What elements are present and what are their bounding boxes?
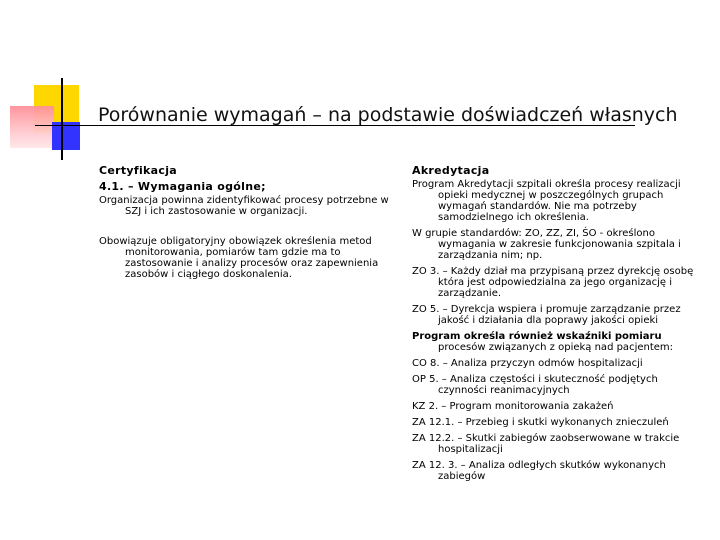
indicator-item: OP 5. – Analiza częstości i skuteczność podjętych czynności reanimacyjnych <box>412 374 658 396</box>
indicator-item: ZA 12.2. – Skutki zabiegów zaobserwowane w trakcie hospitalizacji <box>412 433 680 455</box>
indicators-text: procesów związanych z opieką nad pacjentem: <box>438 342 674 353</box>
accreditation-heading: Akredytacja <box>412 164 490 177</box>
certification-heading: Certyfikacja <box>99 164 177 177</box>
accreditation-paragraph: ZO 3. – Każdy dział ma przypisaną przez dyrekcję osobę która jest odpowiedzialna za jego organizację i zarządzanie. <box>412 266 694 299</box>
certification-paragraph: Obowiązuje obligatoryjny obowiązek określenia metod monitorowania, pomiarów tam gdzie ma to zastosowanie i analizy procesów oraz zapewnienia zasobów i ciągłego doskonalenia. <box>99 236 379 280</box>
indicators-emphasis: Program określa również wskaźniki pomiaru <box>412 331 662 342</box>
indicators-paragraph <box>412 331 702 353</box>
accreditation-paragraph: ZO 5. – Dyrekcja wspiera i promuje zarządzanie przez jakość i działania dla poprawy jakości opieki <box>412 304 681 326</box>
decor-vertical-line <box>61 78 63 160</box>
indicator-item: ZA 12.1. – Przebieg i skutki wykonanych znieczuleń <box>412 417 669 428</box>
decor-blue-square <box>52 122 80 150</box>
certification-subheading: 4.1. – Wymagania ogólne; <box>99 180 266 193</box>
decor-pink-square <box>10 106 54 148</box>
indicator-item: ZA 12. 3. – Analiza odległych skutków wykonanych zabiegów <box>412 460 666 482</box>
certification-column <box>99 163 389 284</box>
indicator-item: KZ 2. – Program monitorowania zakażeń <box>412 401 614 412</box>
slide-title: Porównanie wymagań – na podstawie doświadczeń własnych <box>98 104 678 126</box>
indicator-item: CO 8. – Analiza przyczyn odmów hospitalizacji <box>412 358 643 369</box>
accreditation-column <box>412 163 702 487</box>
accreditation-paragraph: Program Akredytacji szpitali określa procesy realizacji opieki medycznej w poszczególnych grupach wymagań standardów. Nie ma potrzeby samodzielnego ich określenia. <box>412 179 681 223</box>
accreditation-paragraph: W grupie standardów: ZO, ZZ, ZI, ŚO - określono wymagania w zakresie funkcjonowania szpitala i zarządzania nim; np. <box>412 228 681 261</box>
certification-paragraph: Organizacja powinna zidentyfikować procesy potrzebne w SZJ i ich zastosowanie w organizacji. <box>99 195 389 217</box>
